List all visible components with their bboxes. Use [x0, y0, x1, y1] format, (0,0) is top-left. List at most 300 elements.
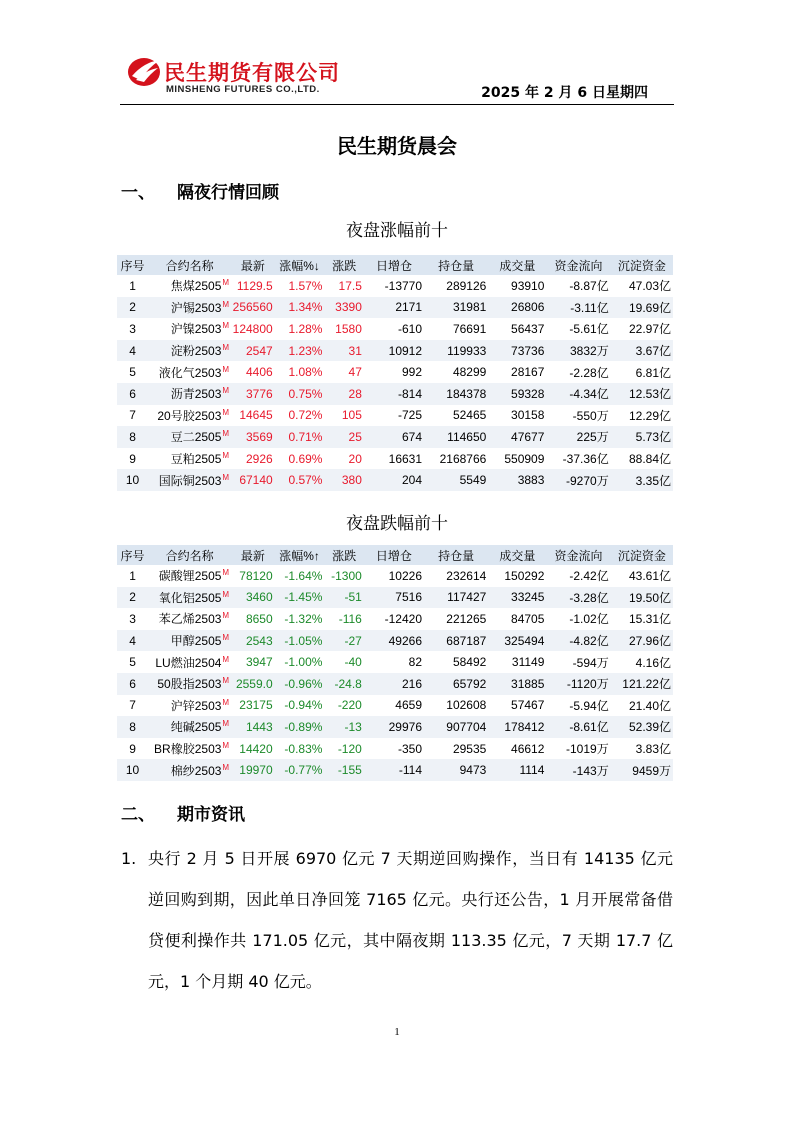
cell-text: -114: [398, 763, 422, 778]
cell-text: 3.67亿: [635, 344, 671, 359]
row-index: [117, 340, 148, 362]
cell-text: -550万: [572, 408, 609, 423]
table-row: [117, 383, 673, 405]
section-number: 一、: [121, 183, 155, 203]
cell-text: 67140: [239, 473, 273, 488]
cell-value: [488, 565, 546, 587]
cell-text: -143万: [572, 763, 609, 778]
cell-value: [488, 405, 546, 427]
cell-text: 59328: [511, 386, 545, 401]
cell-text: 221265: [446, 611, 487, 626]
column-header[interactable]: 涨跌: [324, 255, 363, 275]
cell-text: 3460: [245, 590, 273, 605]
cell-text: 3776: [245, 386, 273, 401]
section-number: 二、: [121, 805, 155, 825]
cell-text: 23175: [239, 698, 273, 713]
cell-value: [488, 448, 546, 470]
cell-text: 21.40亿: [628, 698, 671, 713]
news-item: [121, 838, 673, 1002]
cell-value: [324, 361, 363, 383]
contract-marker-icon: M: [222, 364, 230, 374]
cell-text: 纯碱2505: [170, 720, 222, 735]
cell-text: 1580: [335, 321, 362, 336]
row-index: [117, 383, 148, 405]
cell-text: 4659: [395, 698, 422, 713]
cell-value: [275, 448, 325, 470]
cell-text: 47: [348, 365, 362, 380]
cell-value: [424, 383, 488, 405]
cell-text: 84705: [511, 611, 545, 626]
row-index: [117, 630, 148, 652]
contract-name: [148, 361, 231, 383]
cell-value: [546, 405, 610, 427]
cell-text: 2543: [245, 633, 273, 648]
section-title: 期市资讯: [177, 805, 245, 825]
column-header[interactable]: 合约名称: [148, 255, 231, 275]
cell-text: 17.5: [338, 278, 362, 293]
cell-text: 150292: [504, 568, 545, 583]
cell-value: [275, 695, 325, 717]
cell-text: 1.08%: [288, 365, 323, 380]
gainers-table: [117, 255, 673, 491]
cell-text: -0.77%: [284, 763, 323, 778]
cell-text: -1019万: [566, 742, 609, 757]
column-header[interactable]: 资金流向: [546, 545, 610, 565]
cell-text: -37.36亿: [562, 452, 609, 467]
row-index: [117, 405, 148, 427]
column-header[interactable]: 沉淀资金: [611, 255, 673, 275]
cell-text: 28: [348, 386, 362, 401]
column-header[interactable]: 成交量: [488, 545, 546, 565]
contract-marker-icon: M: [222, 741, 230, 751]
row-index: [117, 673, 148, 695]
cell-value: [546, 297, 610, 319]
cell-value: [324, 565, 363, 587]
cell-text: 9: [129, 451, 136, 466]
cell-text: 8: [129, 429, 136, 444]
cell-value: [546, 587, 610, 609]
cell-text: 76691: [452, 321, 487, 336]
row-index: [117, 716, 148, 738]
table-row: [117, 673, 673, 695]
cell-value: [275, 673, 325, 695]
table-row: [117, 738, 673, 760]
cell-value: [488, 426, 546, 448]
contract-name: [148, 448, 231, 470]
cell-text: 碳酸锂2505: [158, 569, 222, 584]
cell-value: [611, 587, 673, 609]
row-index: [117, 608, 148, 630]
cell-text: 10: [125, 473, 140, 488]
cell-text: -1.32%: [284, 611, 323, 626]
cell-value: [424, 630, 488, 652]
page-header: [120, 52, 674, 105]
cell-text: 沪锡2503: [170, 300, 222, 315]
column-header[interactable]: 涨幅%↓: [275, 255, 325, 275]
cell-value: [611, 695, 673, 717]
cell-text: 1.34%: [288, 300, 323, 315]
column-header[interactable]: 合约名称: [148, 545, 231, 565]
cell-text: -2.28亿: [569, 365, 609, 380]
cell-text: 57467: [511, 698, 545, 713]
cell-value: [424, 716, 488, 738]
cell-value: [546, 383, 610, 405]
cell-value: [611, 340, 673, 362]
column-header[interactable]: 持仓量: [424, 255, 488, 275]
cell-text: 1443: [245, 719, 273, 734]
cell-text: 氧化铝2505: [158, 590, 222, 605]
contract-marker-icon: M: [222, 278, 230, 288]
cell-value: [231, 630, 275, 652]
cell-text: 7516: [395, 590, 422, 605]
column-header[interactable]: 沉淀资金: [611, 545, 673, 565]
cell-text: 78120: [239, 568, 273, 583]
cell-text: 国际铜2503: [158, 473, 222, 488]
news-text: 央行 2 月 5 日开展 6970 亿元 7 天期逆回购操作，当日有 14135 亿元逆回购到期，因此单日净回笼 7165 亿元。央行还公告，1 月开展常备借贷便利操作共 171.05 亿元，其中隔夜期 113.35 亿元，7 天期 17.7 亿元，1 个月期 40 亿元。: [148, 849, 673, 991]
cell-text: -350: [397, 741, 422, 756]
cell-text: -12420: [384, 611, 422, 626]
cell-value: [275, 716, 325, 738]
cell-value: [364, 565, 424, 587]
cell-text: 380: [341, 473, 362, 488]
cell-text: 47.03亿: [628, 279, 671, 294]
cell-value: [488, 608, 546, 630]
cell-text: 5.73亿: [635, 430, 671, 445]
cell-text: 2: [129, 590, 136, 605]
contract-marker-icon: M: [222, 472, 230, 482]
column-header[interactable]: 最新: [231, 255, 275, 275]
cell-text: 焦煤2505: [170, 279, 222, 294]
row-index: [117, 297, 148, 319]
cell-value: [611, 275, 673, 297]
cell-text: 88.84亿: [628, 452, 671, 467]
cell-text: -116: [338, 611, 362, 626]
cell-text: -1120万: [566, 677, 609, 692]
table-row: [117, 608, 673, 630]
cell-text: 256560: [232, 300, 273, 315]
cell-text: 204: [402, 473, 423, 488]
cell-text: 687187: [446, 633, 487, 648]
contract-name: [148, 318, 231, 340]
cell-value: [488, 383, 546, 405]
cell-value: [611, 651, 673, 673]
cell-text: 550909: [504, 451, 545, 466]
section-heading-2: [121, 800, 245, 825]
cell-text: 52.39亿: [628, 720, 671, 735]
cell-text: 3: [129, 611, 136, 626]
cell-text: 73736: [511, 343, 545, 358]
cell-text: -27: [344, 633, 362, 648]
cell-value: [231, 651, 275, 673]
cell-value: [324, 426, 363, 448]
cell-value: [231, 469, 275, 491]
row-index: [117, 651, 148, 673]
report-date: 2025 年 2 月 6 日星期四: [481, 85, 648, 101]
cell-text: 48299: [452, 365, 487, 380]
column-header[interactable]: 日增仓: [364, 255, 424, 275]
cell-value: [488, 275, 546, 297]
cell-value: [364, 426, 424, 448]
contract-marker-icon: M: [222, 654, 230, 664]
cell-value: [231, 695, 275, 717]
cell-value: [488, 587, 546, 609]
column-header[interactable]: 资金流向: [546, 255, 610, 275]
column-header[interactable]: 持仓量: [424, 545, 488, 565]
cell-value: [424, 651, 488, 673]
cell-text: -4.34亿: [569, 387, 609, 402]
table-row: [117, 716, 673, 738]
table-row: [117, 275, 673, 297]
cell-value: [424, 587, 488, 609]
cell-text: 19970: [239, 763, 273, 778]
cell-text: 棉纱2503: [170, 763, 222, 778]
cell-value: [275, 405, 325, 427]
cell-value: [231, 318, 275, 340]
column-header[interactable]: 涨跌: [324, 545, 363, 565]
cell-text: 12.29亿: [628, 408, 671, 423]
cell-value: [424, 565, 488, 587]
cell-text: 124800: [232, 321, 273, 336]
cell-text: 26806: [511, 300, 545, 315]
cell-text: -0.83%: [284, 741, 323, 756]
cell-text: 907704: [446, 719, 487, 734]
column-header[interactable]: 序号: [117, 255, 148, 275]
column-header[interactable]: 涨幅%↑: [275, 545, 325, 565]
cell-text: 豆二2505: [170, 430, 222, 445]
cell-value: [364, 275, 424, 297]
cell-text: 15.31亿: [628, 612, 671, 627]
table-row: [117, 361, 673, 383]
cell-value: [275, 608, 325, 630]
cell-value: [275, 651, 325, 673]
cell-value: [424, 673, 488, 695]
cell-text: 4406: [245, 365, 273, 380]
cell-value: [364, 738, 424, 760]
contract-marker-icon: M: [222, 321, 230, 331]
cell-text: 2171: [395, 300, 423, 315]
cell-text: 52465: [452, 408, 487, 423]
cell-text: -1.02亿: [569, 612, 609, 627]
table-row: [117, 405, 673, 427]
cell-value: [231, 738, 275, 760]
cell-value: [275, 340, 325, 362]
cell-value: [231, 565, 275, 587]
cell-value: [364, 608, 424, 630]
column-header[interactable]: 日增仓: [364, 545, 424, 565]
cell-text: 2: [129, 300, 136, 315]
cell-value: [546, 426, 610, 448]
news-number: 1.: [121, 849, 137, 868]
table-row: [117, 651, 673, 673]
cell-value: [275, 297, 325, 319]
contract-name: [148, 340, 231, 362]
cell-value: [488, 759, 546, 781]
cell-value: [546, 361, 610, 383]
cell-value: [324, 651, 363, 673]
cell-text: 117427: [447, 590, 487, 605]
cell-value: [231, 448, 275, 470]
cell-value: [364, 587, 424, 609]
cell-value: [324, 759, 363, 781]
cell-value: [364, 651, 424, 673]
contract-name: [148, 469, 231, 491]
cell-value: [324, 318, 363, 340]
cell-value: [611, 448, 673, 470]
cell-text: 22.97亿: [628, 322, 671, 337]
cell-text: 30158: [511, 408, 545, 423]
cell-value: [275, 738, 325, 760]
cell-value: [364, 759, 424, 781]
contract-marker-icon: M: [222, 343, 230, 353]
cell-text: 20: [348, 451, 362, 466]
contract-marker-icon: M: [222, 451, 230, 461]
cell-text: 3.35亿: [635, 473, 671, 488]
cell-text: 102608: [446, 698, 487, 713]
cell-text: -8.61亿: [569, 720, 609, 735]
cell-text: 9459万: [632, 763, 671, 778]
cell-text: 50股指2503: [157, 677, 222, 692]
cell-value: [488, 695, 546, 717]
cell-text: 29976: [388, 719, 422, 734]
cell-value: [324, 673, 363, 695]
cell-value: [546, 651, 610, 673]
cell-text: 1129.5: [236, 278, 273, 293]
cell-text: 289126: [446, 278, 487, 293]
cell-value: [488, 469, 546, 491]
cell-text: 3832万: [570, 344, 609, 359]
cell-value: [488, 318, 546, 340]
cell-text: 29535: [452, 741, 487, 756]
table-row: [117, 695, 673, 717]
cell-text: 液化气2503: [158, 365, 222, 380]
cell-text: 5: [129, 365, 136, 380]
cell-text: 沥青2503: [170, 387, 222, 402]
cell-value: [324, 738, 363, 760]
cell-text: 119933: [447, 343, 487, 358]
cell-text: 674: [402, 429, 423, 444]
cell-text: 33245: [511, 590, 545, 605]
cell-text: 1.28%: [288, 321, 323, 336]
cell-text: 25: [348, 429, 362, 444]
cell-value: [611, 426, 673, 448]
cell-text: 4: [129, 343, 136, 358]
column-header[interactable]: 成交量: [488, 255, 546, 275]
losers-table: [117, 545, 673, 781]
contract-name: [148, 759, 231, 781]
contract-name: [148, 426, 231, 448]
cell-value: [546, 673, 610, 695]
cell-text: -120: [337, 741, 362, 756]
cell-text: -220: [337, 698, 362, 713]
cell-value: [275, 426, 325, 448]
cell-text: 31: [348, 343, 362, 358]
table-header-row: [117, 545, 673, 565]
cell-value: [611, 759, 673, 781]
cell-text: 10912: [388, 343, 423, 358]
cell-text: 9: [129, 741, 136, 756]
column-header[interactable]: 序号: [117, 545, 148, 565]
contract-name: [148, 695, 231, 717]
cell-text: 1114: [519, 763, 545, 778]
cell-text: -2.42亿: [569, 569, 609, 584]
cell-value: [546, 608, 610, 630]
contract-name: [148, 565, 231, 587]
cell-value: [275, 275, 325, 297]
cell-value: [488, 651, 546, 673]
contract-marker-icon: M: [222, 719, 230, 729]
cell-value: [275, 630, 325, 652]
cell-value: [275, 361, 325, 383]
cell-value: [364, 297, 424, 319]
contract-marker-icon: M: [222, 762, 230, 772]
cell-value: [546, 695, 610, 717]
cell-text: 325494: [504, 633, 545, 648]
cell-text: 0.57%: [288, 473, 323, 488]
cell-value: [324, 405, 363, 427]
cell-text: -1.64%: [284, 568, 323, 583]
cell-value: [488, 738, 546, 760]
cell-value: [424, 297, 488, 319]
cell-text: -1.05%: [284, 633, 323, 648]
cell-text: 184378: [446, 386, 487, 401]
minsheng-logo-icon: [126, 54, 162, 88]
cell-text: 5549: [459, 473, 487, 488]
cell-value: [324, 275, 363, 297]
cell-text: 9473: [459, 763, 487, 778]
cell-text: 10226: [388, 568, 422, 583]
column-header[interactable]: 最新: [231, 545, 275, 565]
contract-name: [148, 297, 231, 319]
section-heading-1: [121, 178, 279, 203]
cell-text: 淀粉2503: [170, 344, 222, 359]
cell-value: [364, 469, 424, 491]
cell-text: -0.94%: [284, 698, 323, 713]
cell-text: 10: [125, 763, 140, 778]
cell-value: [488, 630, 546, 652]
cell-value: [611, 469, 673, 491]
contract-marker-icon: M: [222, 676, 230, 686]
cell-text: -1.45%: [284, 590, 323, 605]
cell-value: [364, 318, 424, 340]
contract-name: [148, 587, 231, 609]
cell-text: 28167: [511, 365, 545, 380]
cell-value: [364, 695, 424, 717]
cell-text: 4: [129, 633, 136, 648]
cell-text: 5: [129, 655, 136, 670]
cell-value: [546, 759, 610, 781]
contract-marker-icon: M: [222, 697, 230, 707]
cell-value: [364, 361, 424, 383]
cell-value: [231, 383, 275, 405]
cell-text: 20号胶2503: [157, 408, 222, 423]
cell-value: [424, 759, 488, 781]
cell-text: 216: [401, 676, 422, 691]
cell-value: [324, 469, 363, 491]
gainers-caption: 夜盘涨幅前十: [346, 221, 448, 241]
cell-text: 2168766: [439, 451, 487, 466]
cell-text: 0.69%: [288, 451, 323, 466]
cell-text: -1300: [331, 568, 362, 583]
cell-text: 114650: [447, 429, 487, 444]
row-index: [117, 426, 148, 448]
cell-text: -24.8: [334, 676, 362, 691]
cell-text: 31981: [452, 300, 487, 315]
table-row: [117, 565, 673, 587]
cell-text: 12.53亿: [628, 387, 671, 402]
cell-value: [324, 383, 363, 405]
cell-text: 16631: [388, 451, 423, 466]
cell-text: 1: [129, 568, 136, 583]
